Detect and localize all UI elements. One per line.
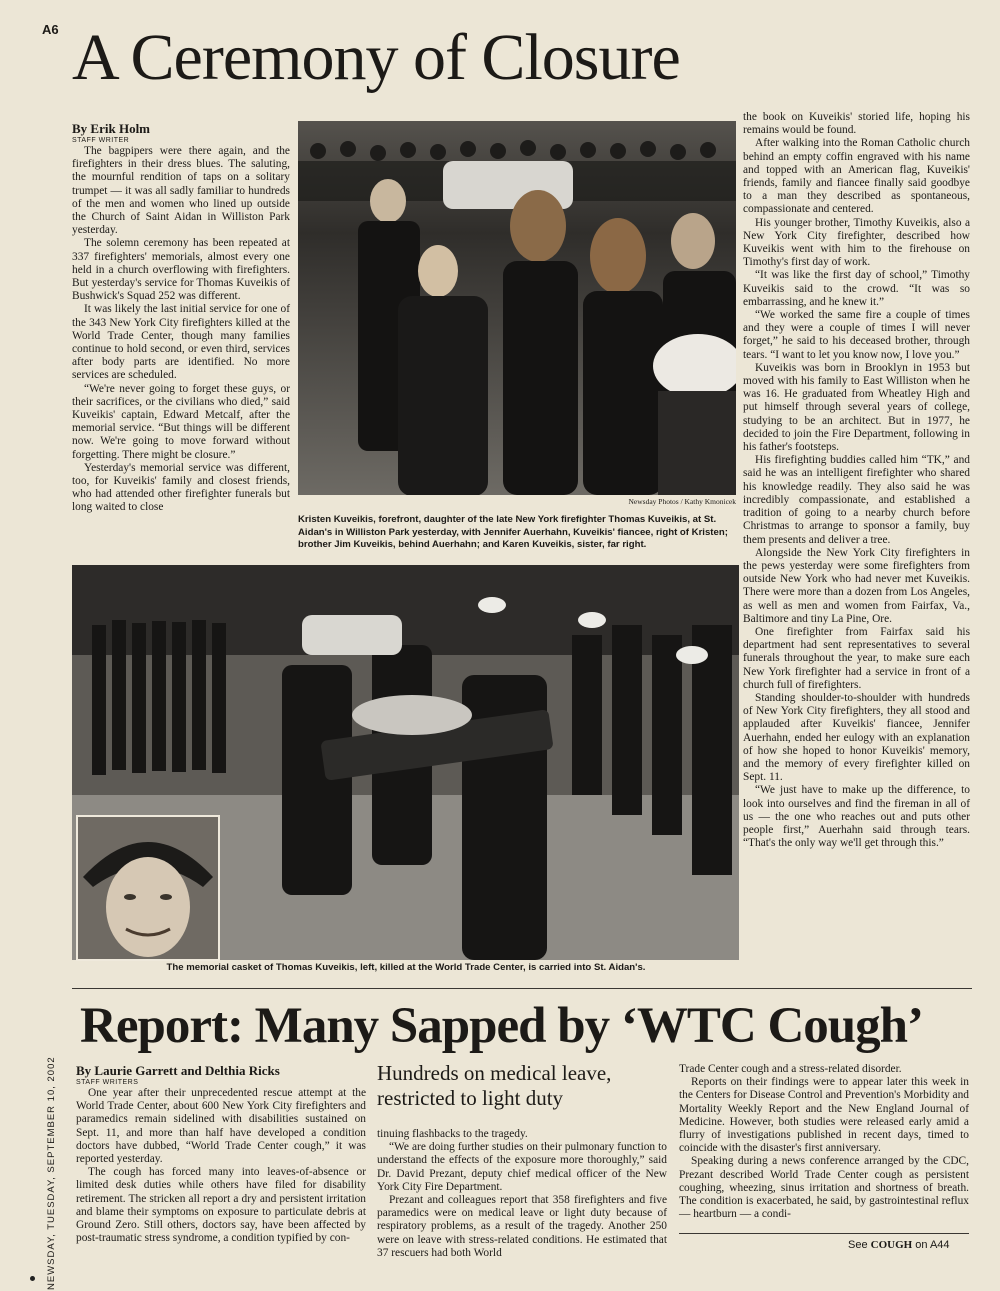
dateline xyxy=(46,1035,60,1290)
main-byline-role: STAFF WRITER xyxy=(72,137,130,144)
dateline-text: NEWSDAY, TUESDAY, SEPTEMBER 10, 2002 xyxy=(46,1056,57,1290)
family-photo-illustration xyxy=(298,121,736,495)
second-byline: By Laurie Garrett and Delthia Ricks xyxy=(76,1063,280,1078)
paragraph: His younger brother, Timothy Kuveikis, also a New York City firefighter, described how Kuveikis went with him to the firehouse on Timothy's first day of work. xyxy=(743,216,970,269)
jump-page: on A44 xyxy=(915,1239,950,1251)
paragraph: the book on Kuveikis' storied life, hoping his remains would be found. xyxy=(743,111,970,137)
paragraph: The bagpipers were there again, and the firefighters in their dress blues. The saluting, the mournful rendition of taps on a solitary trumpet — it was all sadly familiar to hundreds of the men and women who lined up outside the Church of Saint Aidan in Williston Park yesterday. xyxy=(72,145,290,237)
paragraph: “We are doing further studies on their pulmonary function to understand the effects of the exposure more thoroughly,” said Dr. David Prezant, deputy chief medical officer of the New York City Fire Department. xyxy=(377,1141,667,1193)
paragraph: Alongside the New York City firefighters in the pews yesterday were some firefighters from outside New York who had never met Kuveikis. There were more than a dozen from Los Angeles, as well as men and women from Fairfax, Va., Baltimore and tiny La Pine, Ore. xyxy=(743,546,970,625)
paragraph: “We just have to make up the difference, to look into ourselves and find the fireman in all of us — the one who reaches out and puts other people first,” Auerhahn said through tears. “That's the only way we'll get through this.” xyxy=(743,784,970,850)
paragraph: One year after their unprecedented rescue attempt at the World Trade Center, about 600 New York City firefighters and paramedics remain sidelined with disabilities sustained on Sept. 11, and more than half have developed a condition doctors have dubbed, “World Trade Center cough,” it was reported yesterday. xyxy=(76,1087,366,1166)
second-column-2-text xyxy=(377,1128,667,1260)
kuveikis-portrait xyxy=(76,815,220,961)
paragraph: Trade Center cough and a stress-related disorder. xyxy=(679,1063,902,1075)
main-headline: A Ceremony of Closure xyxy=(72,21,680,94)
paragraph: tinuing flashbacks to the tragedy. xyxy=(377,1128,528,1140)
section-divider xyxy=(72,988,972,989)
jump-word: COUGH xyxy=(870,1239,913,1251)
second-column-1-text xyxy=(76,1087,366,1245)
family-photo-caption: Kristen Kuveikis, forefront, daughter of the late New York firefighter Thomas Kuveikis, at St. Aidan's in Williston Park yesterday, with Jennifer Auerhahn, Kuveikis' fiancee, right of Kristen; brother Jim Kuveikis, behind Auerhahn; and Karen Kuveikis, sister, far right. xyxy=(298,514,728,550)
paragraph: “We're never going to forget these guys, or their sacrifices, or the civilians who died,” said Kuveikis' captain, Edward Metcalf, after the memorial service. “But things will be different now. We're going to move forward without forgetting. There might be closure.” xyxy=(72,382,290,461)
paragraph: After walking into the Roman Catholic church behind an empty coffin engraved with his name and topped with an American flag, Kuveikis' friends, family and fiancee finally said goodbye to a man they described as spontaneous, compassionate and centered. xyxy=(743,137,970,216)
paragraph: It was likely the last initial service for one of the 343 New York City firefighters killed at the World Trade Center, though many families continue to hold second, or even third, services after body parts are identified. No more services are scheduled. xyxy=(72,303,290,382)
jump-rule xyxy=(679,1233,969,1234)
paragraph: Standing shoulder-to-shoulder with hundreds of New York City firefighters, they all stood and applauded after Kuveikis' fiancee, Jennifer Auerhahn, ended her eulogy with an explanation of how she hoped to honor Kuveikis' memory, and the memory of every firefighter killed on Sept. 11. xyxy=(743,691,970,784)
second-headline: Report: Many Sapped by ‘WTC Cough’ xyxy=(80,998,924,1054)
paragraph: The cough has forced many into leaves-of-absence or limited desk duties while others have filed for disability retirement. The stricken all report a dry and persistent irritation and blame their symptoms on exposure to particulate debris at Ground Zero. Still others, doctors say, have been affected by post-traumatic stress syndrome, a condition typified by con- xyxy=(76,1166,366,1245)
paragraph: Yesterday's memorial service was different, too, for Kuveikis' family and closest friends, who had attended other firefighter funerals but long waited to close xyxy=(72,461,290,514)
main-byline: By Erik Holm xyxy=(72,121,151,136)
jump-prefix: See xyxy=(848,1239,868,1251)
photo-credit: Newsday Photos / Kathy Kmonicek xyxy=(628,497,736,506)
second-story-deck: Hundreds on medical leave, restricted to light duty xyxy=(377,1061,612,1110)
paragraph: Prezant and colleagues report that 358 firefighters and five paramedics were on medical leave or light duty because of respiratory problems, as a result of the tragedy. Another 250 were on leave with stress-related conditions. He estimated that 37 rescuers had both World xyxy=(377,1194,667,1259)
second-story-column-1 xyxy=(76,1063,366,1245)
paragraph: His firefighting buddies called him “TK,” and said he was an intelligent firefighter who shared his knowledge readily. They also said he was incredibly compassionate, and established a tradition of going to a nearby church before Christmas to arrange to sponsor a family, buy them presents and deliver a tree. xyxy=(743,454,970,546)
paragraph: “It was like the first day of school,” Timothy Kuveikis said to the crowd. “It was so embarrassing, and he knew it.” xyxy=(743,269,970,308)
page-number: A6 xyxy=(42,22,59,37)
family-photo xyxy=(298,121,736,495)
paragraph: Kuveikis was born in Brooklyn in 1953 but moved with his family to East Williston when he was 16. He graduated from Wheatley High and put himself through several years of college, studying to be an architect. But in 1977, he decided to join the Fire Department, following in his father's footsteps. xyxy=(743,361,970,454)
portrait-illustration xyxy=(78,817,218,959)
paragraph: One firefighter from Fairfax said his department had sent representatives to several funerals throughout the year, to make sure each New York firefighter had a service in front of a church full of firefighters. xyxy=(743,625,970,691)
second-byline-role: STAFF WRITERS xyxy=(76,1079,139,1086)
paragraph: Reports on their findings were to appear later this week in the Centers for Disease Control and Prevention's Morbidity and Mortality Weekly Report and the New England Journal of Medicine. However, both studies were released early amid a flurry of investigations published in recent days, timed to coincide with the disaster's first anniversary. xyxy=(679,1076,969,1155)
main-story-column-1 xyxy=(72,121,290,515)
jump-line[interactable] xyxy=(848,1239,950,1251)
main-column-3-text xyxy=(743,111,970,850)
second-column-3-text xyxy=(679,1063,969,1221)
main-column-1-text xyxy=(72,145,290,515)
page-dot xyxy=(30,1276,35,1281)
paragraph: “We worked the same fire a couple of times and they were a couple of times I will never forget,” he said to his deceased brother, through tears. “I want to let you know now, I love you.” xyxy=(743,309,970,361)
paragraph: Speaking during a news conference arranged by the CDC, Prezant described World Trade Center cough as persistent coughing, wheezing, sinus irritation and shortness of breath. The condition is exacerbated, he said, by gastrointestinal reflux — heartburn — a condi- xyxy=(679,1155,969,1221)
casket-photo-caption: The memorial casket of Thomas Kuveikis, left, killed at the World Trade Center, is carried into St. Aidan's. xyxy=(166,962,646,973)
paragraph: The solemn ceremony has been repeated at 337 firefighters' memorials, almost every one held in a church overflowing with firefighters. But yesterday's service for Thomas Kuveikis of Bushwick's Squad 252 was different. xyxy=(72,237,290,303)
